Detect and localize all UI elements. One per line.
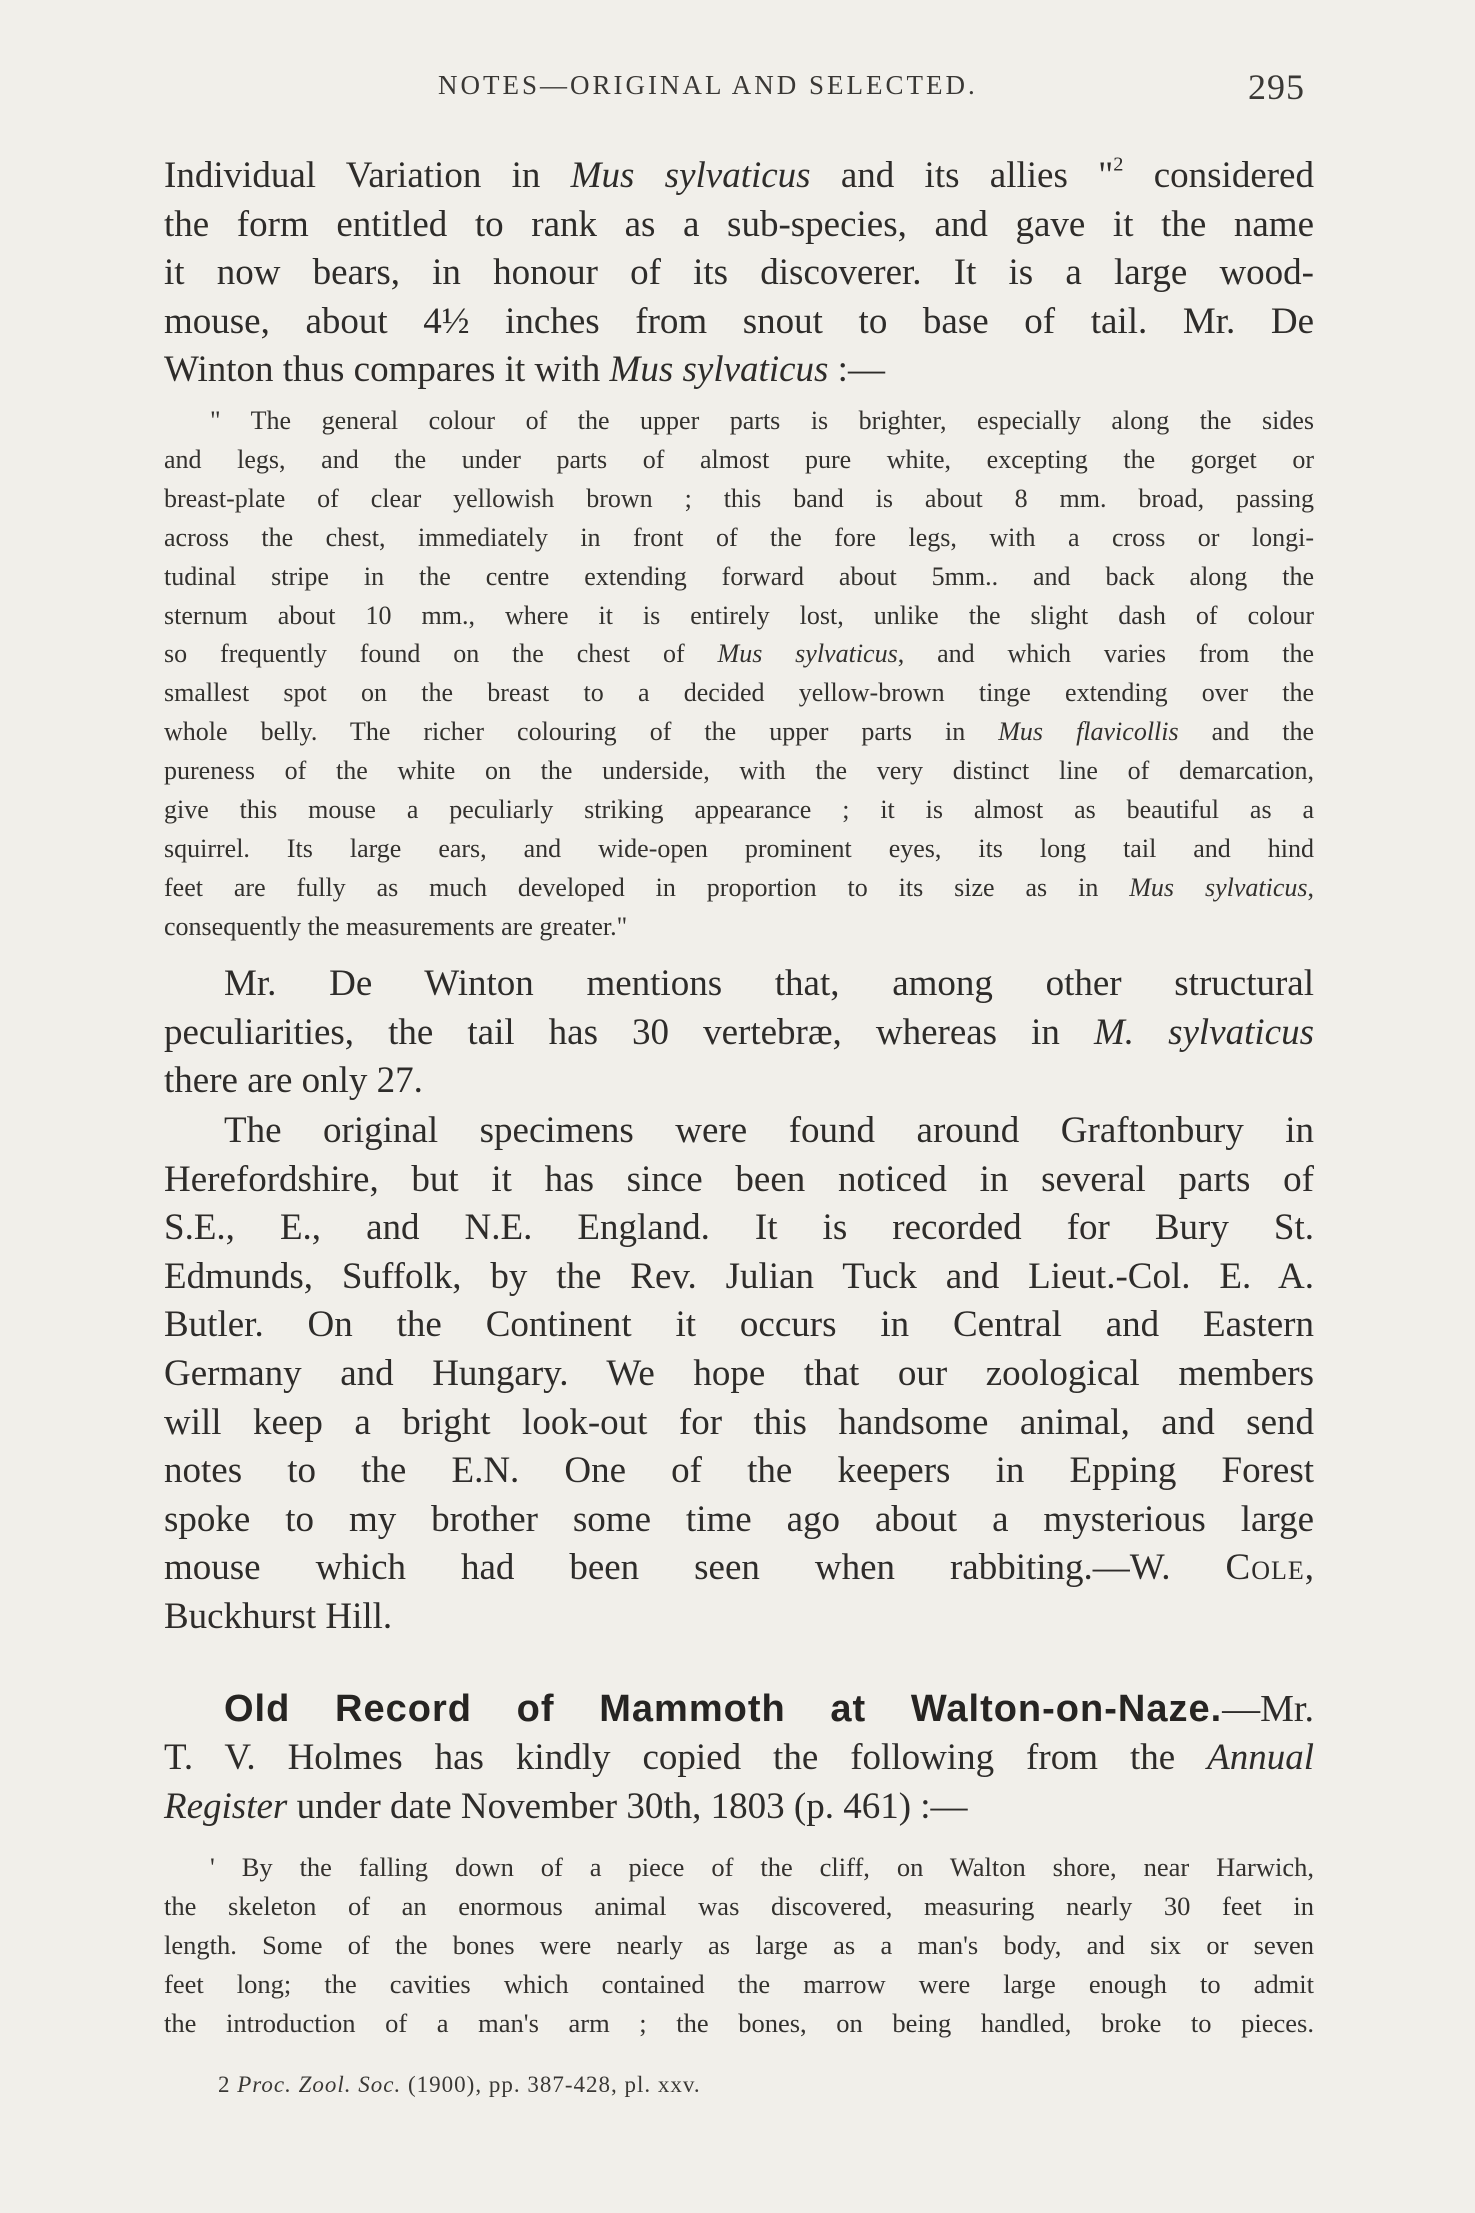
section-mammoth: [164, 1685, 1314, 1831]
quote-line: breast-plate of clear yellowish brown ; this band is about 8 mm. broad, passing: [164, 483, 1314, 513]
quote-line: pureness of the white on the underside, with the very distinct line of demarcation,: [164, 756, 1314, 786]
author-name: Cole: [1225, 1547, 1305, 1589]
block-quote-annual-register: [164, 1848, 1314, 2043]
quote-line: the skeleton of an enormous animal was discovered, measuring nearly 30 feet in: [164, 1890, 1314, 1921]
quote-line: across the chest, immediately in front of the fore legs, with a cross or longi-: [164, 522, 1314, 552]
text-line: Winton thus compares it with Mus sylvaticus :—: [164, 349, 885, 391]
text-line: there are only 27.: [164, 1060, 423, 1102]
text-line: S.E., E., and N.E. England. It is recorded for Bury St.: [164, 1207, 1314, 1249]
quote-line: whole belly. The richer colouring of the upper parts in Mus flavicollis and the: [164, 717, 1314, 747]
text-line: notes to the E.N. One of the keepers in Epping Forest: [164, 1450, 1314, 1492]
text-line: will keep a bright look-out for this handsome animal, and send: [164, 1401, 1314, 1443]
text-line: Register under date November 30th, 1803 (p. 461) :—: [164, 1785, 968, 1827]
paragraph-intro: [164, 152, 1314, 395]
section-heading: Old Record of Mammoth at Walton-on-Naze.: [224, 1688, 1223, 1730]
quote-line: feet long; the cavities which contained the marrow were large enough to admit: [164, 1968, 1314, 1999]
quote-line: so frequently found on the chest of Mus sylvaticus, and which varies from the: [164, 639, 1314, 669]
text-line: Edmunds, Suffolk, by the Rev. Julian Tuck and Lieut.-Col. E. A.: [164, 1255, 1314, 1297]
quote-line: tudinal stripe in the centre extending forward about 5mm.. and back along the: [164, 561, 1314, 591]
text-line: T. V. Holmes has kindly copied the following from the Annual: [164, 1737, 1314, 1778]
text-line: Germany and Hungary. We hope that our zoological members: [164, 1352, 1314, 1394]
quote-line: ' By the falling down of a piece of the cliff, on Walton shore, near Harwich,: [210, 1852, 1314, 1882]
text-line: The original specimens were found around Graftonbury in: [224, 1110, 1314, 1151]
text-line: Herefordshire, but it has since been noticed in several parts of: [164, 1158, 1314, 1200]
running-head: NOTES—ORIGINAL AND SELECTED.: [438, 70, 978, 100]
text-line: Butler. On the Continent it occurs in Central and Eastern: [164, 1304, 1314, 1346]
text-line: Individual Variation in Mus sylvaticus and its allies "$^2$ considered: [164, 153, 1314, 196]
block-quote-de-winton: [164, 402, 1314, 947]
text-line: the form entitled to rank as a sub-species, and gave it the name: [164, 203, 1314, 245]
quote-line: " The general colour of the upper parts is brighter, especially along the sides: [210, 406, 1314, 435]
text-line: spoke to my brother some time ago about a mysterious large: [164, 1498, 1314, 1540]
text-line: peculiarities, the tail has 30 vertebræ, whereas in M. sylvaticus: [164, 1011, 1314, 1053]
text-line: Mr. De Winton mentions that, among other structural: [224, 963, 1314, 1004]
quote-line: length. Some of the bones were nearly as large as a man's body, and six or seven: [164, 1929, 1314, 1960]
quote-line: sternum about 10 mm., where it is entirely lost, unlike the slight dash of colour: [164, 600, 1314, 630]
footnote-marker[interactable]: 2: [1113, 153, 1124, 176]
quote-line: consequently the measurements are greater.": [164, 911, 628, 941]
text-line: it now bears, in honour of its discoverer. It is a large wood-: [164, 252, 1314, 294]
page-number: 295: [1248, 67, 1305, 107]
quote-line: give this mouse a peculiarly striking appearance ; it is almost as beautiful as a: [164, 795, 1314, 825]
quote-line: the introduction of a man's arm ; the bones, on being handled, broke to pieces.: [164, 2007, 1314, 2038]
paragraph-vertebrae: [164, 960, 1314, 1106]
text-line: mouse which had been seen when rabbiting.—W. Cole,: [164, 1547, 1314, 1589]
text-line: Buckhurst Hill.: [164, 1595, 393, 1637]
text-line: mouse, about 4½ inches from snout to base of tail. Mr. De: [164, 300, 1314, 342]
paragraph-distribution: [164, 1107, 1314, 1642]
quote-line: and legs, and the under parts of almost pure white, excepting the gorget or: [164, 444, 1314, 474]
quote-line: smallest spot on the breast to a decided yellow-brown tinge extending over the: [164, 678, 1314, 708]
quote-line: feet are fully as much developed in proportion to its size as in Mus sylvaticus,: [164, 872, 1315, 902]
footnote: 2 Proc. Zool. Soc. (1900), pp. 387-428, pl. xxv.: [218, 2072, 701, 2097]
quote-line: squirrel. Its large ears, and wide-open prominent eyes, its long tail and hind: [164, 833, 1314, 863]
section-heading-line: Old Record of Mammoth at Walton-on-Naze.—Mr.: [224, 1688, 1314, 1730]
